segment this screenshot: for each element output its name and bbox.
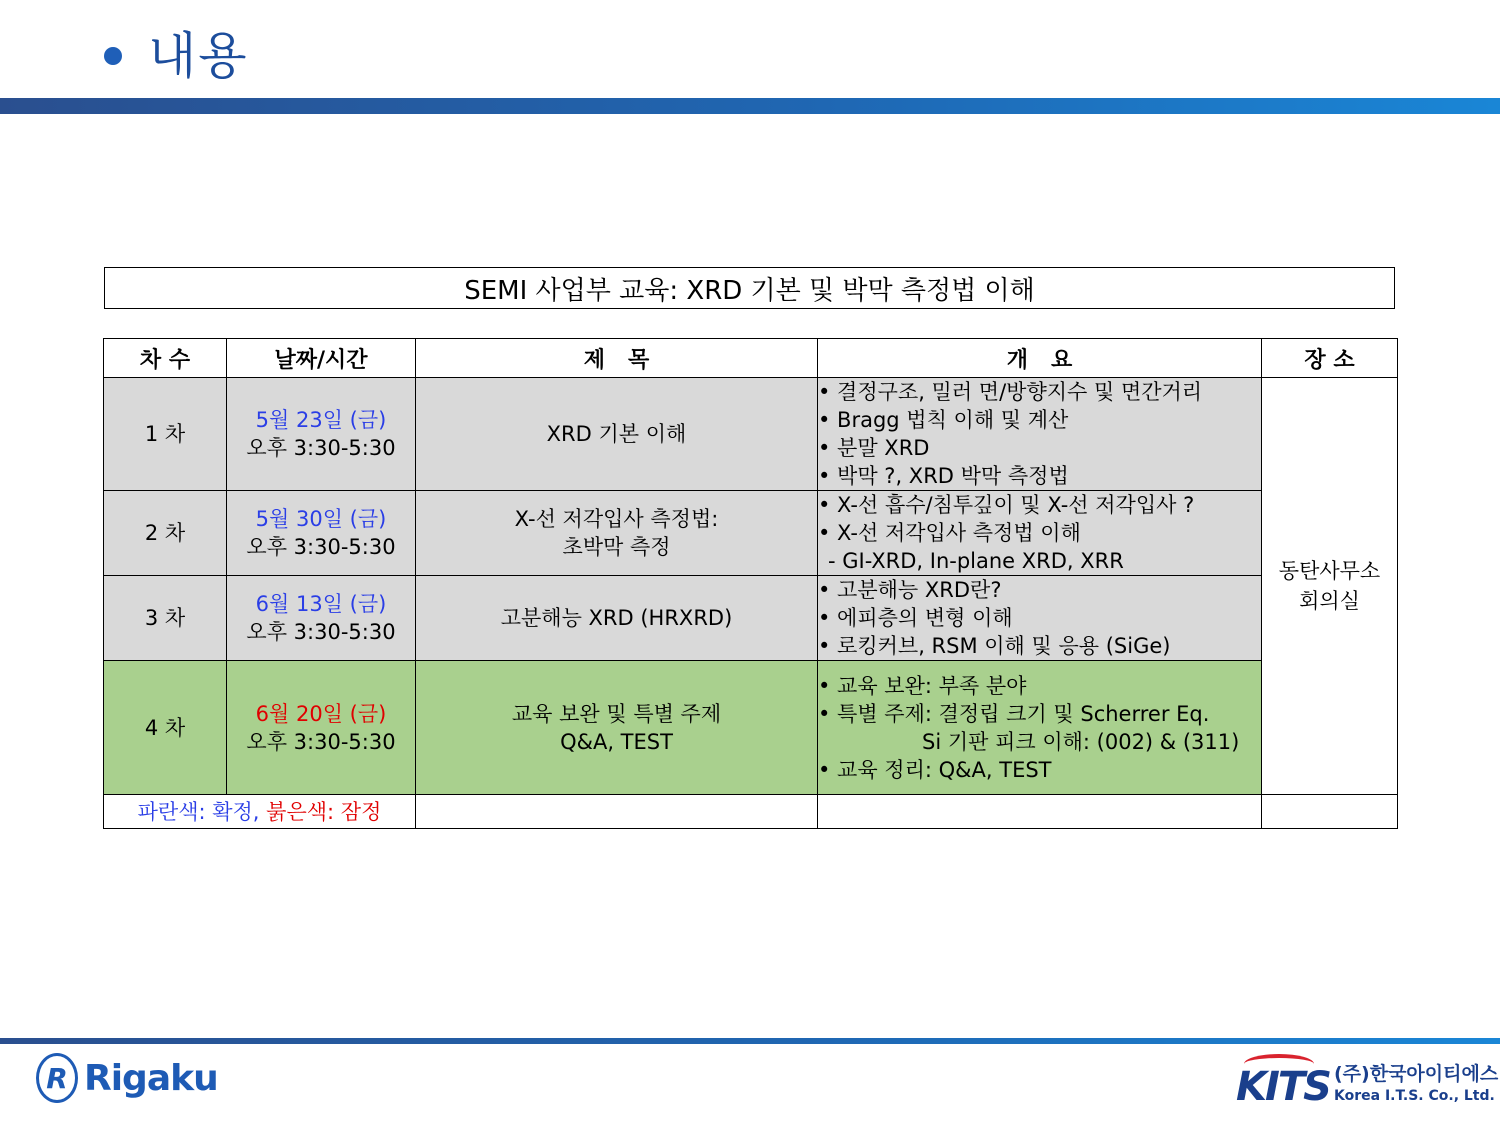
datetime-cell <box>227 491 416 576</box>
header-round: 차 수 <box>104 339 227 378</box>
legend-confirmed: 파란색: 확정, <box>137 799 260 824</box>
schedule-table <box>103 338 1398 829</box>
table-row <box>104 576 1398 661</box>
title-line: 초박막 측정 <box>562 535 671 559</box>
time-text: 오후 3:30-5:30 <box>246 620 396 644</box>
table-header-row <box>104 339 1398 378</box>
legend-tentative: 붉은색: 잠정 <box>266 799 382 824</box>
round-cell: 4 차 <box>104 661 227 795</box>
summary-line: • 에피층의 변형 이해 <box>818 606 1013 630</box>
table-row <box>104 661 1398 795</box>
summary-line: • 교육 보완: 부족 분야 <box>818 673 1027 698</box>
summary-line: Si 기판 피크 이해: (002) & (311) <box>922 729 1240 754</box>
title-cell <box>416 576 818 661</box>
summary-line: - GI-XRD, In-plane XRD, XRR <box>828 549 1124 573</box>
date-text: 5월 23일 (금) <box>255 408 387 432</box>
rigaku-wordmark: Rigaku <box>84 1057 218 1099</box>
title-line: X-선 저각입사 측정법: <box>514 507 719 531</box>
header-datetime: 날짜/시간 <box>227 339 416 378</box>
summary-line: • 교육 정리: Q&A, TEST <box>818 757 1052 782</box>
legend-cell <box>104 795 416 829</box>
kits-mark-icon <box>1224 1054 1330 1116</box>
summary-line: • X-선 흡수/침투깊이 및 X-선 저각입사 ? <box>818 493 1195 517</box>
title-line: 고분해능 XRD (HRXRD) <box>500 606 733 630</box>
datetime-cell <box>227 576 416 661</box>
header-title: 제 목 <box>416 339 818 378</box>
location-line: 동탄사무소 <box>1278 559 1381 583</box>
summary-cell <box>818 576 1262 661</box>
empty-cell <box>1262 795 1398 829</box>
kits-logo <box>1224 1054 1498 1116</box>
table-row <box>104 378 1398 491</box>
course-title: SEMI 사업부 교육: XRD 기본 및 박막 측정법 이해 <box>104 267 1395 309</box>
summary-line: • 특별 주제: 결정립 크기 및 Scherrer Eq. <box>818 701 1210 726</box>
round-cell: 3 차 <box>104 576 227 661</box>
header-summary: 개 요 <box>818 339 1262 378</box>
datetime-cell <box>227 378 416 491</box>
title-line: Q&A, TEST <box>560 729 673 754</box>
title-cell <box>416 491 818 576</box>
location-line: 회의실 <box>1299 589 1360 613</box>
time-text: 오후 3:30-5:30 <box>246 535 396 559</box>
time-text: 오후 3:30-5:30 <box>246 436 396 460</box>
title-line: XRD 기본 이해 <box>546 422 687 446</box>
footer-band <box>0 1038 1500 1044</box>
page-header <box>104 26 249 86</box>
empty-cell <box>416 795 818 829</box>
round-cell: 1 차 <box>104 378 227 491</box>
summary-cell <box>818 378 1262 491</box>
location-cell <box>1262 378 1398 795</box>
title-cell <box>416 378 818 491</box>
rigaku-logo <box>36 1053 218 1103</box>
kits-name-en: Korea I.T.S. Co., Ltd. <box>1334 1088 1495 1104</box>
summary-line: • 박막 ?, XRD 박막 측정법 <box>818 464 1069 488</box>
title-cell <box>416 661 818 795</box>
date-text: 5월 30일 (금) <box>255 507 387 531</box>
empty-cell <box>818 795 1262 829</box>
summary-line: • X-선 저각입사 측정법 이해 <box>818 521 1081 545</box>
title-line: 교육 보완 및 특별 주제 <box>511 701 722 726</box>
summary-line: • 분말 XRD <box>818 436 930 460</box>
table-row <box>104 491 1398 576</box>
summary-line: • 고분해능 XRD란? <box>818 578 1002 602</box>
kits-wordmark: KITS <box>1236 1064 1330 1110</box>
date-text: 6월 20일 (금) <box>255 701 387 726</box>
round-cell: 2 차 <box>104 491 227 576</box>
summary-line: • 로킹커브, RSM 이해 및 응용 (SiGe) <box>818 634 1171 658</box>
kits-name-ko: (주)한국아이티에스 <box>1334 1063 1499 1085</box>
header-band <box>0 98 1500 114</box>
summary-cell <box>818 661 1262 795</box>
summary-cell <box>818 491 1262 576</box>
page-title: 내용 <box>148 27 249 85</box>
kits-company-name <box>1334 1063 1498 1107</box>
date-text: 6월 13일 (금) <box>255 592 387 616</box>
datetime-cell <box>227 661 416 795</box>
legend-row <box>104 795 1398 829</box>
summary-line: • Bragg 법칙 이해 및 계산 <box>818 408 1069 432</box>
bullet-icon <box>104 47 122 65</box>
time-text: 오후 3:30-5:30 <box>246 729 396 754</box>
rigaku-mark-icon: R <box>36 1053 78 1103</box>
summary-line: • 결정구조, 밀러 면/방향지수 및 면간거리 <box>818 380 1203 404</box>
header-location: 장 소 <box>1262 339 1398 378</box>
